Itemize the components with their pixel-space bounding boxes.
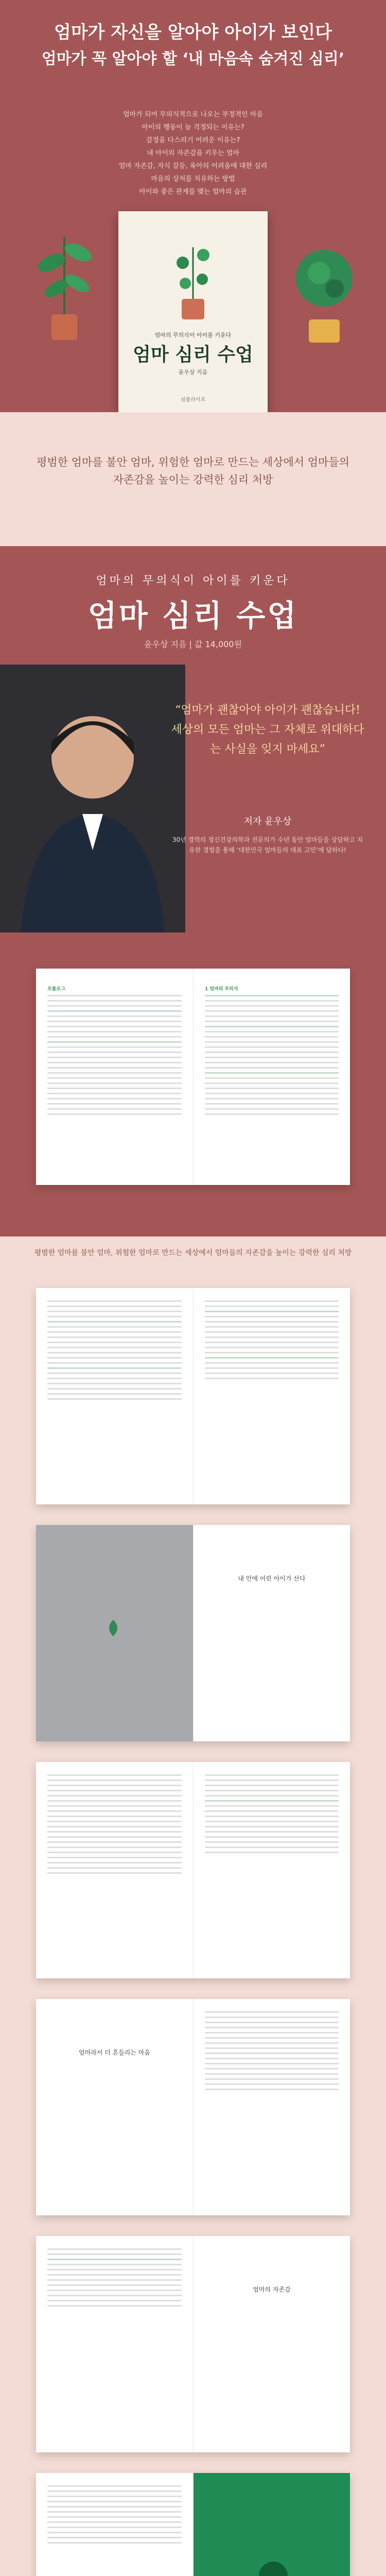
hero-bullet: 마음의 상처를 치유하는 방법	[151, 175, 235, 183]
book-spread	[36, 1762, 350, 1978]
book-page-right	[193, 969, 350, 1185]
book-page-left	[36, 1762, 193, 1978]
chapter-heading: 내 안에 어린 아이가 산다	[238, 1575, 306, 1582]
hero-bullet: 내 아이의 자존감을 키우는 엄마	[147, 149, 239, 157]
book-page-left	[36, 2473, 193, 2576]
author-bio: 30년 경력의 정신건강의학과 전문의가 수년 동안 엄마들을 상담하고 치유한 경험을 통해 ‘대한민국 엄마들의 대표 고민’에 답하다!	[172, 836, 363, 854]
book-spread	[36, 2236, 350, 2452]
author-small-title: 엄마의 무의식이 아이를 키운다	[96, 574, 290, 587]
author-name: 저자 윤우상	[243, 816, 292, 827]
book-page-right	[193, 1762, 350, 1978]
author-big-title: 엄마 심리 수업	[87, 598, 299, 633]
cover-plant-icon	[167, 232, 219, 325]
hero-bullet: 엄마 자존감, 자식 갈등, 육아의 어려움에 대한 심리	[118, 162, 268, 170]
hero-bullet: 엄마가 되어 무의식적으로 나오는 부정적인 마음	[123, 111, 263, 118]
book-spread	[36, 969, 350, 1185]
author-portrait-icon	[0, 665, 185, 933]
preview-section-1	[0, 948, 386, 1236]
book-spread	[36, 2473, 350, 2576]
book-page-left	[36, 969, 193, 1185]
book-page-right	[193, 2473, 350, 2576]
cover-publisher: 심플라이프	[180, 397, 206, 403]
mid-callout: 평범한 엄마를 불안 엄마, 위험한 엄마로 만드는 세상에서 엄마들의 자존감을 높이는 강력한 심리 처방	[34, 1249, 352, 1257]
hero-headline-2: 엄마가 꼭 알아야 할 ‘내 마음속 숨겨진 심리’	[41, 50, 345, 68]
plant-right-icon	[283, 216, 365, 350]
author-photo	[0, 665, 185, 933]
book-page-right	[193, 2236, 350, 2452]
intro-lead: 평범한 엄마를 불안 엄마, 위험한 엄마로 만드는 세상에서 엄마들의 자존감을 높이는 강력한 심리 처방	[37, 456, 349, 486]
page-heading: 프롤로그	[47, 987, 65, 992]
book-page-left	[36, 2236, 193, 2452]
hero-bullet-list	[72, 108, 314, 198]
preview-section-2	[0, 1236, 386, 2576]
hero-bullet: 감정을 다스리기 어려운 이유는?	[146, 137, 240, 144]
green-page-plant-icon	[250, 2550, 296, 2576]
hero-headline-1: 엄마가 자신을 알아야 아이가 보인다	[54, 22, 332, 43]
chapter-heading: 엄마의 자존감	[253, 2286, 291, 2293]
book-cover	[118, 211, 268, 412]
book-spread	[36, 1525, 350, 1741]
hero-bullet: 아이와 좋은 관계를 맺는 엄마의 습관	[139, 188, 247, 196]
book-page-right	[193, 1288, 350, 1504]
book-page-left	[36, 1288, 193, 1504]
book-spread	[36, 1999, 350, 2215]
book-page-right	[193, 1999, 350, 2215]
cover-subtitle: 엄마의 무의식이 아이를 키운다	[154, 332, 232, 338]
author-price-line: 윤우상 지음 | 값 14,000원	[144, 639, 242, 649]
author-quote: “엄마가 괜찮아야 아이가 괜찮습니다! 세상의 모든 엄마는 그 자체로 위대하다는 사실을 잊지 마세요”	[171, 704, 364, 756]
chapter-heading: 엄마라서 더 흔들리는 마음	[79, 2049, 150, 2056]
book-page-left	[36, 1525, 193, 1741]
author-section	[0, 546, 386, 948]
book-page-left	[36, 1999, 193, 2215]
book-spread	[36, 1288, 350, 1504]
hero-section	[0, 0, 386, 412]
cover-author: 윤우상 지음	[178, 369, 208, 376]
page-heading: 1 엄마의 무의식	[205, 987, 238, 992]
book-page-right	[193, 1525, 350, 1741]
plant-left-icon	[21, 216, 103, 350]
cover-title: 엄마 심리 수업	[133, 344, 253, 365]
leaf-icon	[103, 1618, 124, 1638]
hero-bullet: 아이의 행동이 늘 걱정되는 이유는?	[142, 124, 244, 131]
